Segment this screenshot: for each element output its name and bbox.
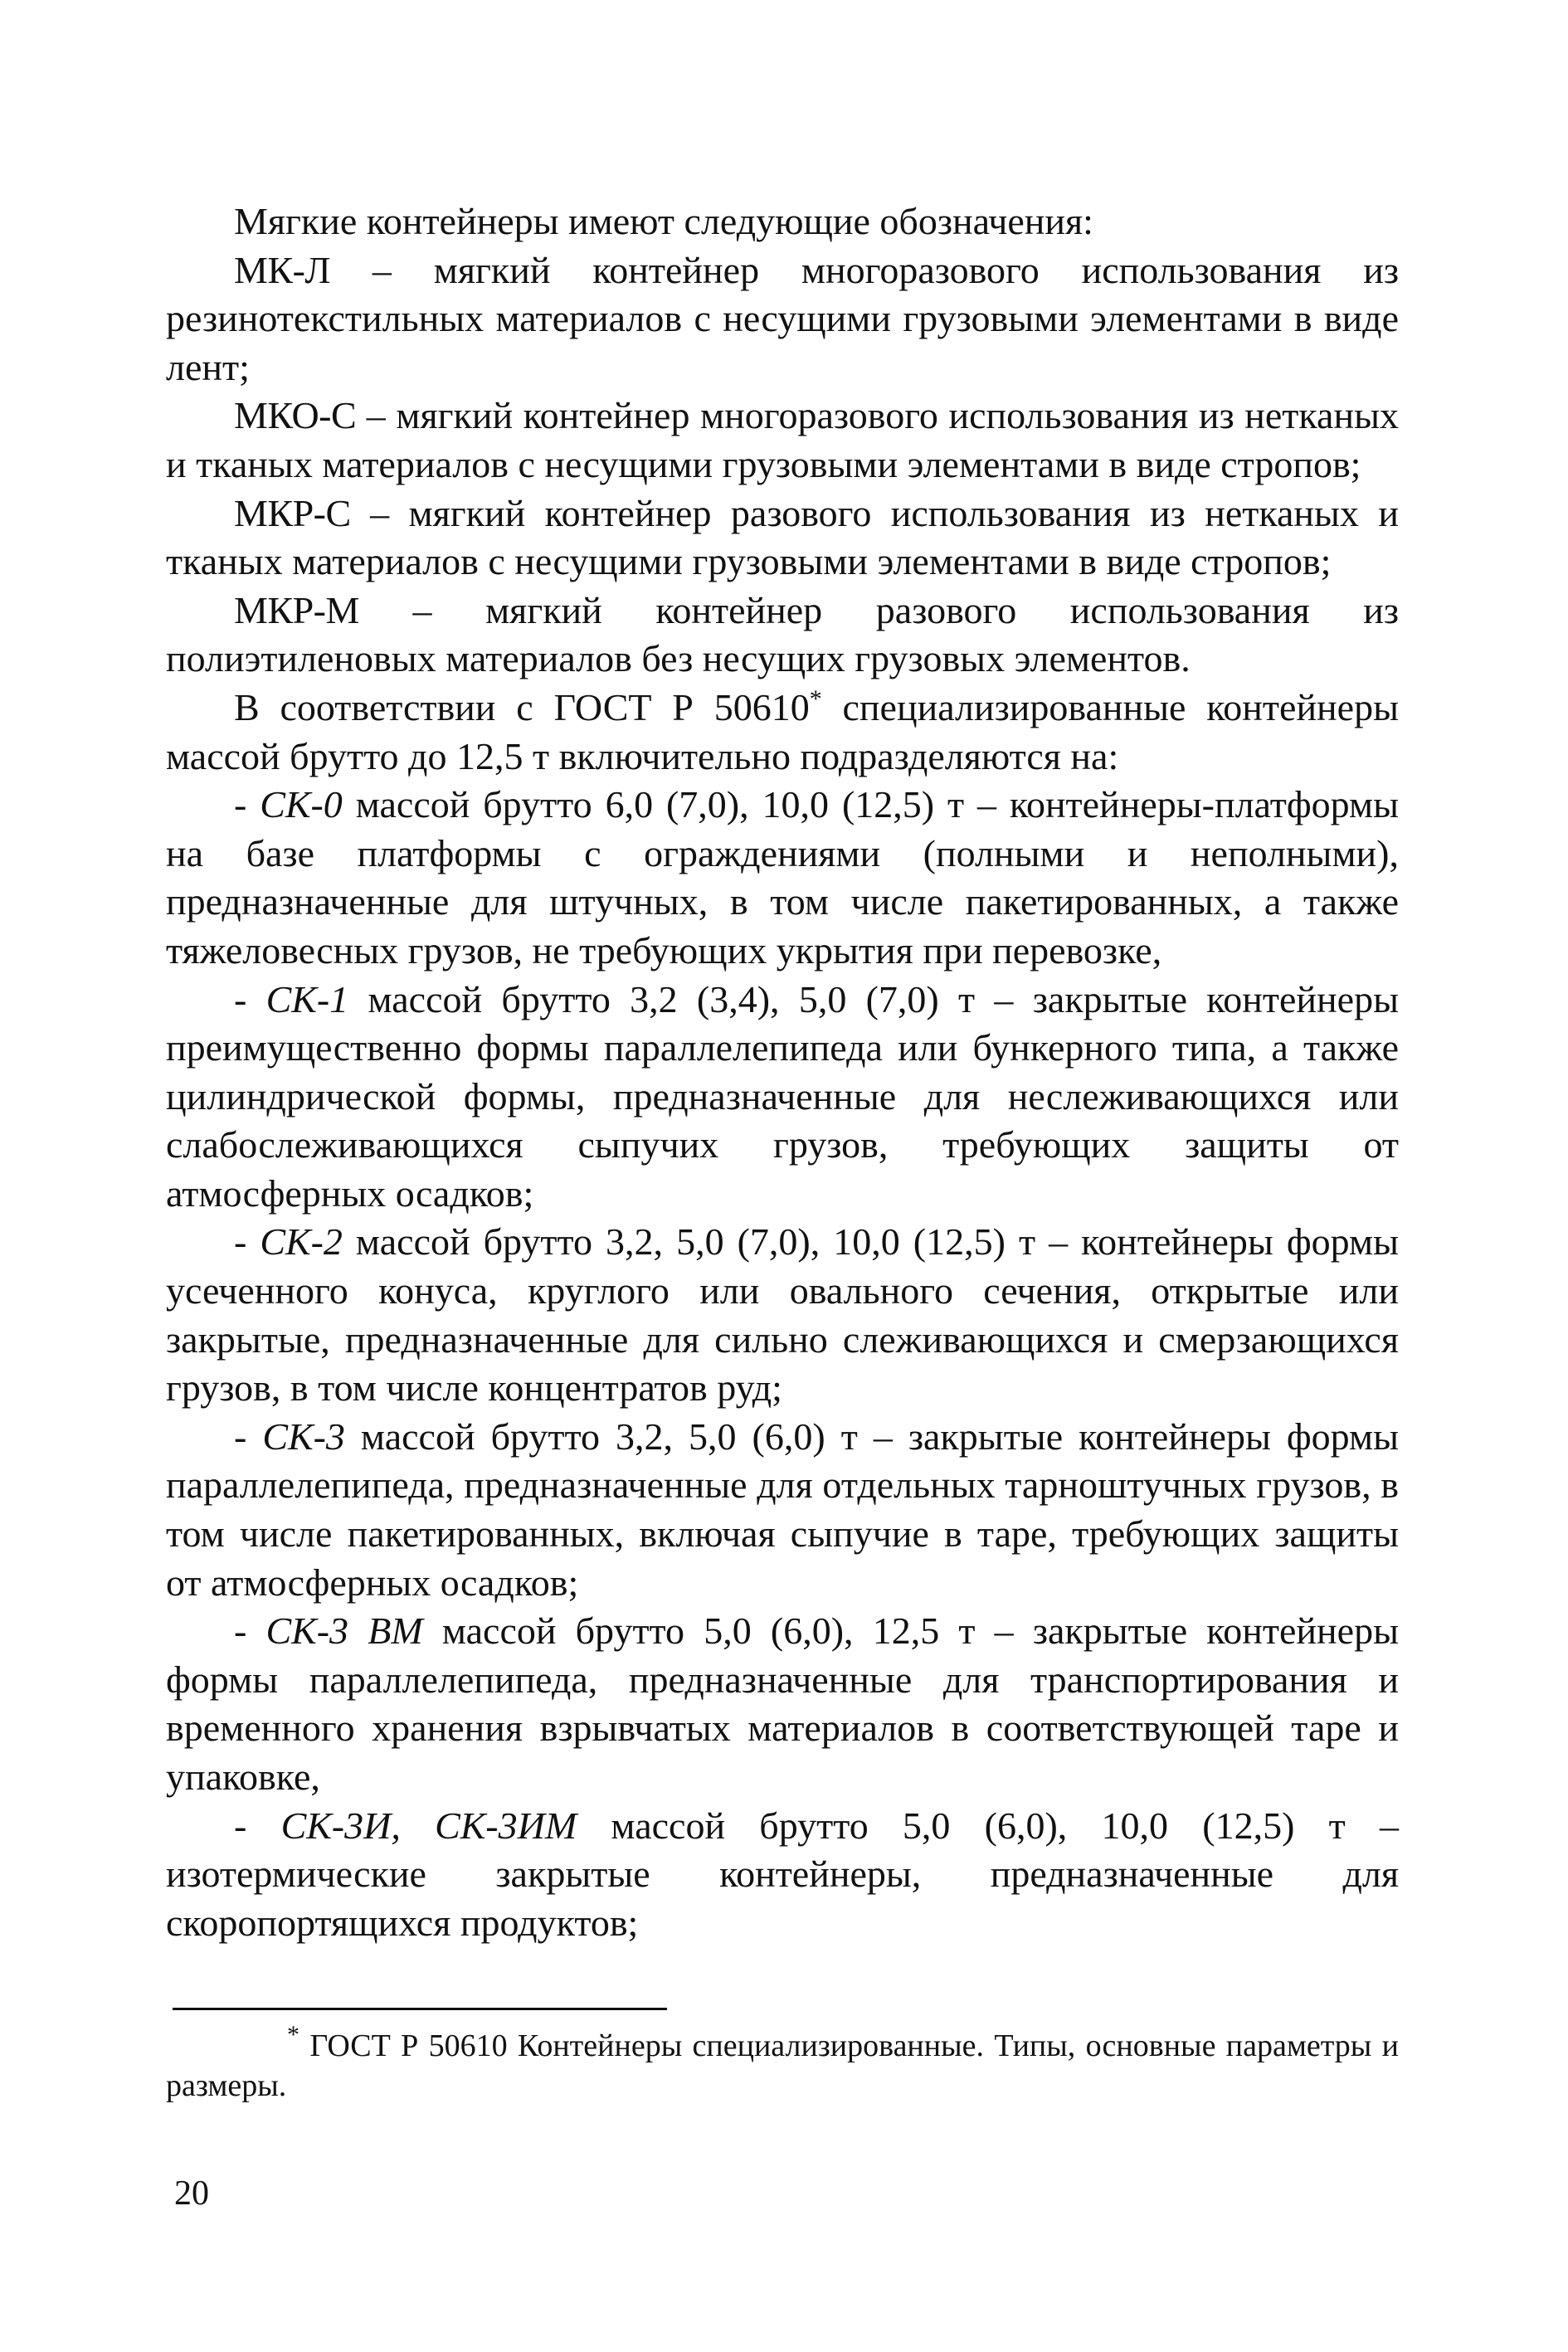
type-description: массой брутто 3,2, 5,0 (7,0), 10,0 (12,5) т – контейнеры формы усеченного конуса, круглого или овального сечения, открытые или закрытые, предназначенные для сильно слеживающихся и смерзающихся грузов, в том числе концентратов руд; <box>166 1220 1399 1410</box>
main-text <box>166 197 1399 1947</box>
gost-paragraph <box>166 684 1399 781</box>
soft-container-item-mkr-m <box>166 587 1399 684</box>
designation-description: – мягкий контейнер разового использования из нетканых и тканых материалов с несущими грузовыми элементами в виде стропов; <box>166 491 1399 583</box>
footnote-mark: * <box>287 2021 299 2048</box>
designation-description: – мягкий контейнер разового использования из полиэтиленовых материалов без несущих грузовых элементов. <box>166 588 1399 680</box>
type-code: СК-3И, СК-3ИМ <box>280 1804 577 1847</box>
item-dash: - <box>234 977 266 1020</box>
type-code: СК-3 <box>262 1415 345 1458</box>
soft-container-item-mkr-s <box>166 489 1399 587</box>
specialized-item-sk-1 <box>166 976 1399 1219</box>
item-dash: - <box>234 1220 261 1264</box>
specialized-item-sk-3 <box>166 1413 1399 1607</box>
designation-code: МКР-М <box>234 588 359 631</box>
type-description: массой брутто 6,0 (7,0), 10,0 (12,5) т – контейнеры-платформы на базе платформы с ограждениями (полными и неполными), предназначенные для штучных, в том числе пакетированных, а также тяжеловесных грузов, не требующих укрытия при перевозке, <box>166 783 1399 971</box>
item-dash: - <box>234 1804 281 1847</box>
designation-code: МК-Л <box>234 248 331 291</box>
designation-code: МКО-С <box>234 394 357 437</box>
designation-description: – мягкий контейнер многоразового использования из нетканых и тканых материалов с несущими грузовыми элементами в виде стропов; <box>166 394 1399 485</box>
type-code: СК-3 ВМ <box>265 1609 423 1653</box>
specialized-item-sk-0 <box>166 781 1399 975</box>
type-description: массой брутто 3,2 (3,4), 5,0 (7,0) т – закрытые контейнеры преимущественно формы параллелепипеда или бункерного типа, а также цилиндрической формы, предназначенные для неслеживающихся или слабослеживающихся сыпучих грузов, требующих защиты от атмосферных осадков; <box>166 977 1399 1215</box>
footnote-separator <box>173 2008 667 2010</box>
gost-paragraph-start: В соответствии с ГОСТ Р 50610 <box>234 685 810 728</box>
soft-container-item-mk-l <box>166 246 1399 392</box>
page-number: 20 <box>174 2174 209 2213</box>
type-description: массой брутто 5,0 (6,0), 12,5 т – закрытые контейнеры формы параллелепипеда, предназначенные для транспортирования и временного хранения взрывчатых материалов в соответствующей таре и упаковке, <box>166 1609 1399 1798</box>
type-description: массой брутто 5,0 (6,0), 10,0 (12,5) т – изотермические закрытые контейнеры, предназначенные для скоропортящихся продуктов; <box>166 1804 1399 1944</box>
specialized-item-sk-3i <box>166 1802 1399 1948</box>
item-dash: - <box>234 1415 263 1458</box>
item-dash: - <box>234 1609 266 1653</box>
footnote-text <box>166 2021 1399 2106</box>
specialized-item-sk-3-vm <box>166 1607 1399 1801</box>
footnote-body: ГОСТ Р 50610 Контейнеры специализированные. Типы, основные параметры и размеры. <box>166 2028 1399 2103</box>
footnote-marker: * <box>809 684 822 713</box>
footnote <box>166 2021 1399 2106</box>
designation-code: МКР-С <box>234 491 351 534</box>
soft-container-item-mko-s <box>166 392 1399 489</box>
item-dash: - <box>234 783 261 826</box>
type-code: СК-1 <box>265 977 349 1020</box>
gost-paragraph-end: специализированные контейнеры массой брутто до 12,5 т включительно подразделяются на: <box>166 685 1399 777</box>
designation-description: – мягкий контейнер многоразового использования из резинотекстильных материалов с несущими грузовыми элементами в виде лент; <box>166 248 1399 388</box>
intro-paragraph: Мягкие контейнеры имеют следующие обозначения: <box>234 200 1093 242</box>
type-code: СК-0 <box>260 783 343 826</box>
specialized-item-sk-2 <box>166 1218 1399 1412</box>
type-code: СК-2 <box>260 1220 343 1264</box>
type-description: массой брутто 3,2, 5,0 (6,0) т – закрытые контейнеры формы параллелепипеда, предназначенные для отдельных тарноштучных грузов, в том числе пакетированных, включая сыпучие в таре, требующих защиты от атмосферных осадков; <box>166 1415 1399 1604</box>
